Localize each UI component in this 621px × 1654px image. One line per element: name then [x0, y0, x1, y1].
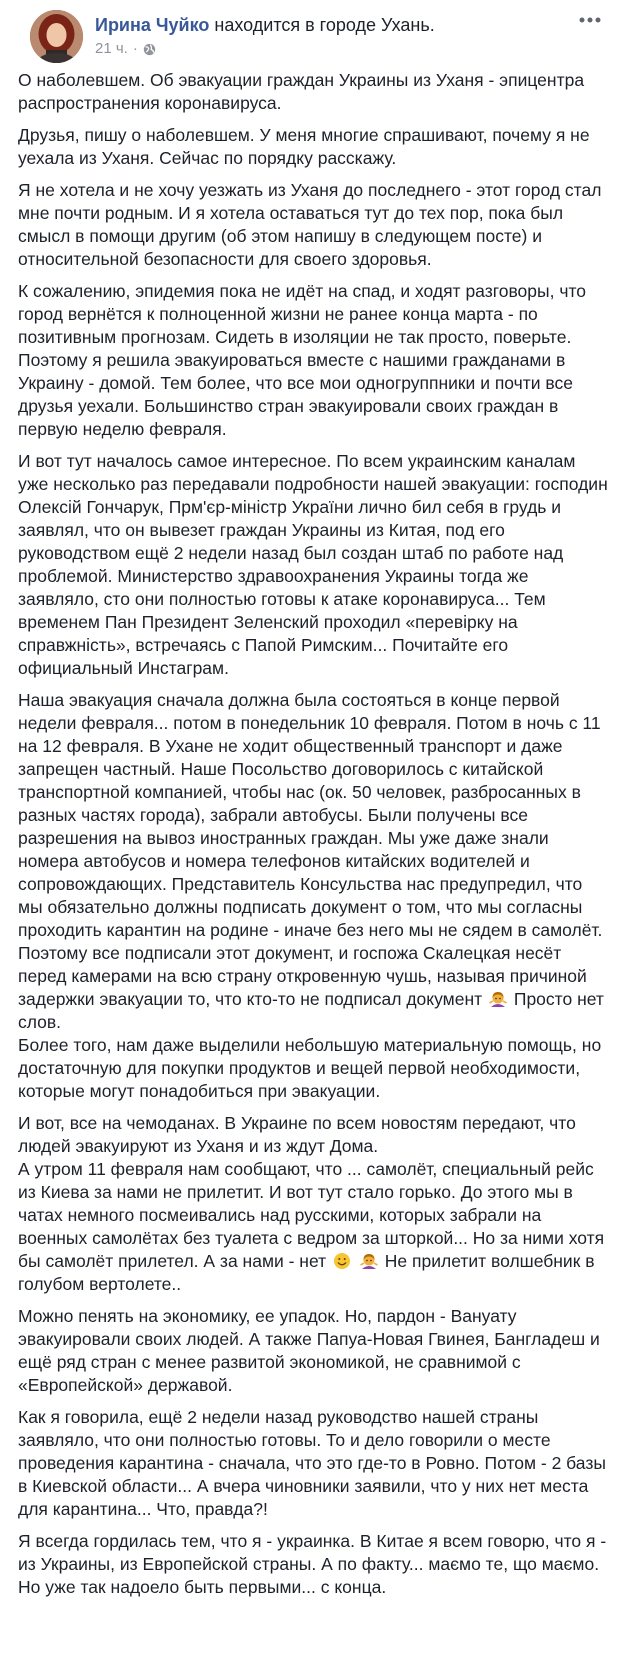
post-header — [15, 0, 621, 66]
avatar-image — [30, 10, 83, 63]
post-timestamp[interactable]: 21 ч. — [95, 40, 128, 57]
avatar[interactable] — [30, 10, 83, 63]
paragraph: К сожалению, эпидемия пока не идёт на спад, и ходят разговоры, что город вернётся к полноценной жизни не ранее конца марта - по позитивным прогнозам. Сидеть в изоляции не так просто, поверьте. Поэтому я решила эвакуироваться вместе с нашими гражданами в Украину - домой. Тем более, что все мои одногруппники и почти все друзья уехали. Большинство стран эвакуировали своих граждан в первую неделю февраля. — [18, 281, 586, 439]
shrug-woman-icon — [489, 990, 507, 1008]
shrug-woman-icon — [360, 1252, 378, 1270]
location-text: находится в городе Ухань. — [214, 15, 435, 35]
more-horizontal-icon[interactable] — [577, 10, 603, 30]
post-title-line — [95, 14, 435, 36]
paragraph: Я всегда гордилась тем, что я - украинка. В Китае я всем говорю, что я - из Украины, из Европейской страны. А по факту... маємо те, що маємо. Но уже так надоело быть первыми... с конца. — [18, 1531, 607, 1597]
paragraph: А утром 11 февраля нам сообщают, что ... самолёт, специальный рейс из Киева за нами не прилетит. И вот тут стало горько. До этого мы в чатах немного посмеивались над русскими, которых забрали на военных самолётах без туалета с ведром за шторкой... Но за ними хотя бы самолёт прилетел. А за нами - нет Не прилетит волшебник в голубом вертолете.. — [18, 1159, 605, 1294]
globe-icon[interactable] — [143, 43, 156, 56]
meta-separator: · — [132, 40, 138, 57]
paragraph: Друзья, пишу о наболевшем. У меня многие спрашивают, почему я не уехала из Уханя. Сейчас по порядку расскажу. — [18, 125, 590, 168]
paragraph: О наболевшем. Об эвакуации граждан Украины из Уханя - эпицентра распространения коронавируса. — [18, 70, 585, 113]
paragraph: Как я говорила, ещё 2 недели назад руководство нашей страны заявляло, что они полностью готовы. То и дело говорили о месте проведения карантина - сначала, что это где-то в Ровно. Потом - 2 базы в Киевской области... А вчера чиновники заявили, что у них нет места для карантина... Что, правда?! — [18, 1407, 606, 1519]
paragraph: Более того, нам даже выделили небольшую материальную помощь, но достаточную для покупки продуктов и вещей первой необходимости, которые могут понадобиться при эвакуации. — [18, 1035, 602, 1101]
paragraph: Наша эвакуация сначала должна была состояться в конце первой недели февраля... потом в понедельник 10 февраля. Потом в ночь с 11 на 12 февраля. В Ухане не ходит общественный транспорт и даже запрещен частный. Наше Посольство договорилось с китайской транспортной компанией, чтобы нас (ок. 50 человек, разбросанных в разных частях города), забрали автобусы. Были получены все разрешения на вывоз иностранных граждан. Мы уже даже знали номера автобусов и номера телефонов китайских водителей и сопровождающих. Представитель Консульства нас предупредил, что мы обязательно должны подписать документ о том, что мы согласны проходить карантин на родине - иначе без него мы не сядем в самолёт. Поэтому все подписали этот документ, и госпожа Скалецкая несёт перед камерами на всю страну откровенную чушь, называя причиной задержки эвакуации то, что кто-то не подписал документ Просто нет слов. — [18, 690, 604, 1032]
post-body — [18, 69, 608, 1608]
post-meta — [95, 40, 156, 58]
smile-icon — [333, 1252, 351, 1270]
paragraph: И вот тут началось самое интересное. По всем украинским каналам уже несколько раз передавали подробности нашей эвакуации: господин Олексій Гончарук, Прм'єр-міністр України лично бил себя в грудь и заявлял, что он вывезет граждан Украины из Китая, под его руководством ещё 2 недели назад был создан штаб по работе над проблемой. Министерство здравоохранения Украины тогда же заявляло, сто они полностью готовы к атаке коронавируса... Тем временем Пан Президент Зеленский проходил «перевірку на справжність», встречаясь с Папой Римским... Почитайте его официальный Инстаграм. — [18, 451, 608, 678]
paragraph: И вот, все на чемоданах. В Украине по всем новостям передают, что людей эвакуируют из Уханя и из ждут Дома. — [18, 1113, 576, 1156]
paragraph: Можно пенять на экономику, ее упадок. Но, пардон - Вануату эвакуировали своих людей. А также Папуа-Новая Гвинея, Бангладеш и ещё ряд стран с менее развитой экономикой, не сравнимой с «Европейской» державой. — [18, 1306, 600, 1395]
paragraph: Я не хотела и не хочу уезжать из Уханя до последнего - этот город стал мне почти родным. И я хотела оставаться тут до тех пор, пока был смысл в помощи другим (об этом напишу в следующем посте) и относительной безопасности для своего здоровья. — [18, 180, 602, 269]
author-name[interactable]: Ирина Чуйко — [95, 15, 210, 35]
